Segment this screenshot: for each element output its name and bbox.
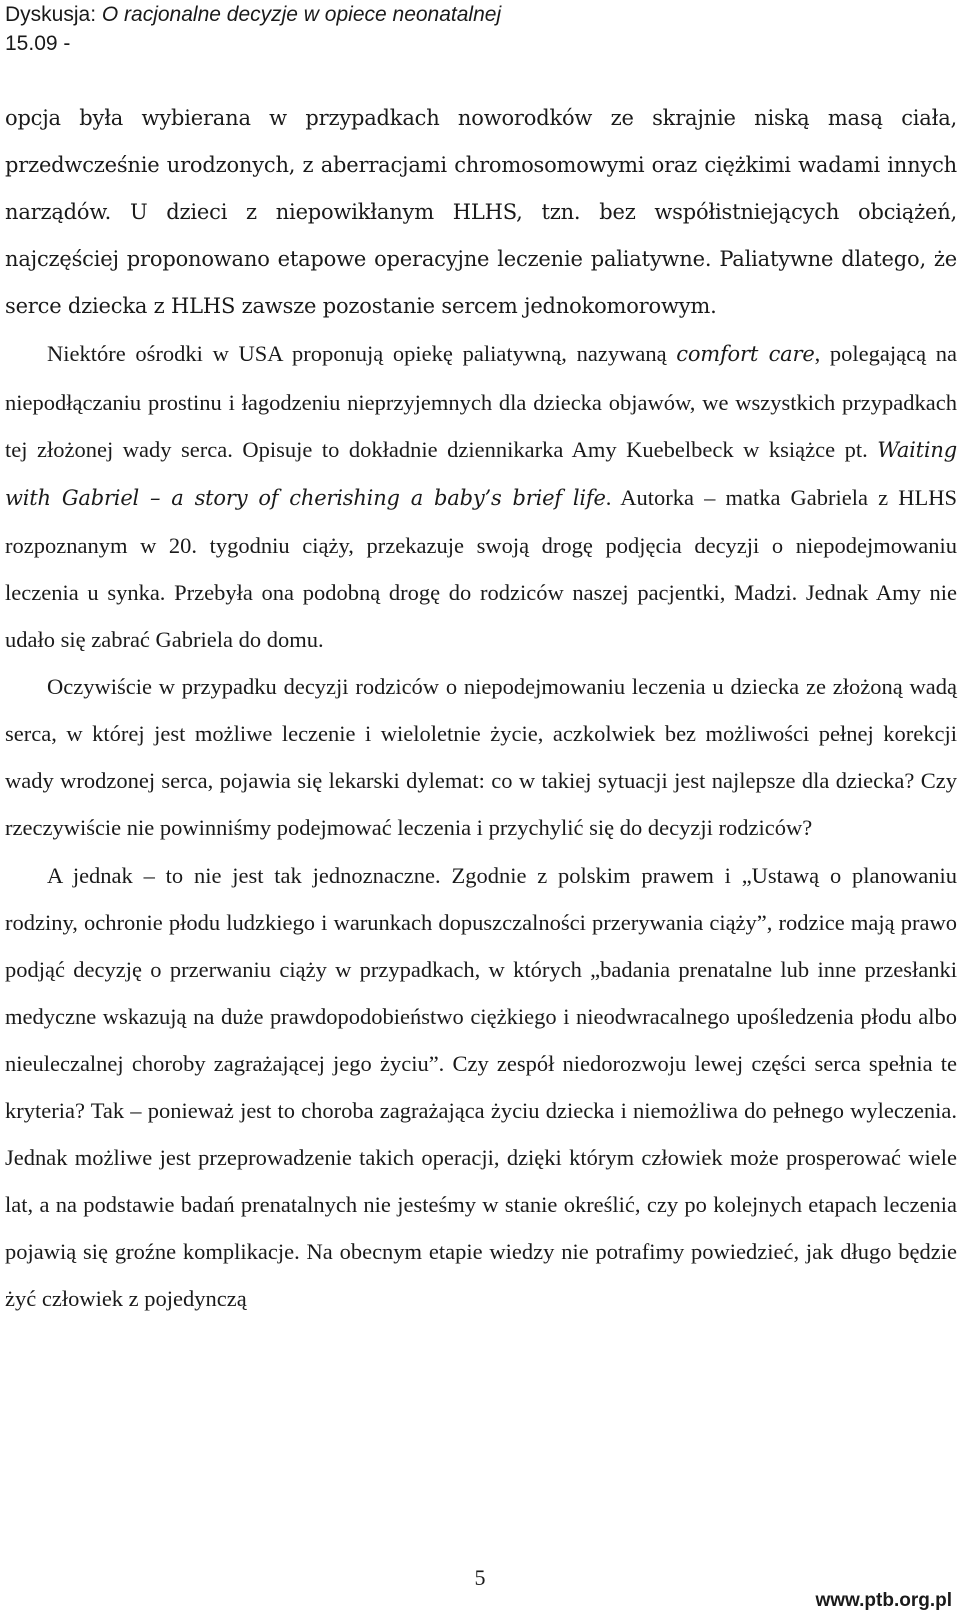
page-number: 5 — [474, 1565, 486, 1590]
article-body — [5, 95, 957, 1322]
paragraph-2-italic-comfort-care: comfort care — [676, 342, 815, 367]
paragraph-2-text-b: , polegającą na niepodłączaniu prostinu i łagodzeniu nieprzyjemnych dla dziecka objawów, we wszystkich przypadkach tej złożonej wady serca. Opisuje to dokładnie dziennikarka Amy Kuebelbeck w książce pt. — [5, 341, 958, 462]
footer-site-url: www.ptb.org.pl — [815, 1590, 952, 1611]
paragraph-3: Oczywiście w przypadku decyzji rodziców o niepodejmowaniu leczenia u dziecka ze złożoną wadą serca, w której jest możliwe leczenie i wieloletnie życie, aczkolwiek bez możliwości pełnej korekcji wady wrodzonej serca, pojawia się lekarski dylemat: co w takiej sytuacji jest najlepsze dla dziecka? Czy rzeczywiście nie powinniśmy podejmować leczenia i przychylić się do decyzji rodziców? — [5, 674, 957, 841]
header-title-line — [5, 0, 501, 29]
paragraph-2-text-a: Niektóre ośrodki w USA proponują opiekę paliatywną, nazywaną — [47, 341, 677, 367]
header-label: Dyskusja: — [5, 3, 102, 26]
paragraph-2-text-c: . Autorka – matka Gabriela z HLHS rozpoznanym w 20. tygodniu ciąży, przekazuje swoją drogę podjęcia decyzji o niepodejmowaniu leczenia u synka. Przebyła ona podobną drogę do rodziców naszej pacjentki, Madzi. Jednak Amy nie udało się zabrać Gabriela do domu. — [5, 484, 957, 653]
header-date: 15.09 - — [5, 32, 71, 55]
document-header — [5, 0, 501, 58]
paragraph-2-italic-book-title: Waiting with Gabriel – a story of cherishing a baby’s brief life — [5, 437, 957, 510]
paragraph-2 — [5, 330, 957, 663]
header-title: O racjonalne decyzje w opiece neonatalnej — [101, 3, 502, 26]
paragraph-4: A jednak – to nie jest tak jednoznaczne. Zgodnie z polskim prawem i „Ustawą o planowaniu rodziny, ochronie płodu ludzkiego i warunkach dopuszczalności przerywania ciąży”, rodzice mają prawo podjąć decyzję o przerwaniu ciąży w przypadkach, w których „badania prenatalne lub inne przesłanki medyczne wskazują na duże prawdopodobieństwo ciężkiego i nieodwracalnego upośledzenia płodu albo nieuleczalnej choroby zagrażającej jego życiu”. Czy zespół niedorozwoju lewej części serca spełnia te kryteria? Tak – ponieważ jest to choroba zagrażająca życiu dziecka i niemożliwa do pełnego wyleczenia. Jednak możliwe jest przeprowadzenie takich operacji, dzięki którym człowiek może prosperować wiele lat, a na podstawie badań prenatalnych nie jesteśmy w stanie określić, czy po kolejnych etapach leczenia pojawią się groźne komplikacje. Na obecnym etapie wiedzy nie potrafimy powiedzieć, jak długo będzie żyć człowiek z pojedynczą — [5, 862, 957, 1312]
paragraph-1: opcja była wybierana w przypadkach noworodków ze skrajnie niską masą ciała, przedwcześnie urodzonych, z aberracjami chromosomowymi oraz ciężkimi wadami innych narządów. U dzieci z niepowikłanym HLHS, tzn. bez współistniejących obciążeń, najczęściej proponowano etapowe operacyjne leczenie paliatywne. Paliatywne dlatego, że serce dziecka z HLHS zawsze pozostanie sercem jednokomorowym. — [5, 106, 957, 319]
